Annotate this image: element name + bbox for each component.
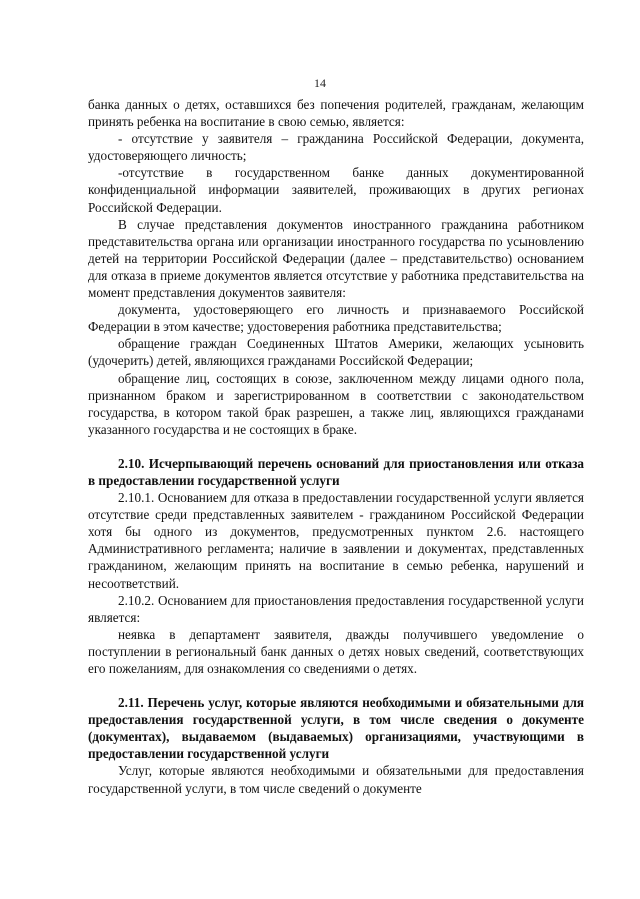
paragraph: обращение граждан Соединенных Штатов Америки, желающих усыновить (удочерить) детей, являющихся гражданами Российской Федерации; [88, 336, 584, 369]
paragraph: - отсутствие у заявителя – гражданина Российской Федерации, документа, удостоверяющего личность; [88, 131, 584, 164]
paragraph: 2.10.2. Основанием для приостановления предоставления государственной услуги является: [88, 592, 584, 625]
section-heading-2-10: 2.10. Исчерпывающий перечень оснований для приостановления или отказа в предоставлении государственной услуги [88, 455, 584, 488]
paragraph: 2.10.1. Основанием для отказа в предоставлении государственной услуги является отсутствие среди представленных заявителем - гражданином Российской Федерации хотя бы одного из документов, предусмотренных пунктом 2.6. настоящего Административного регламента; наличие в заявлении и документах, представленных гражданином, желающим принять на воспитание в семью ребенка, нарушений и несоответствий. [88, 490, 584, 591]
document-body [88, 96, 584, 797]
paragraph: Услуг, которые являются необходимыми и обязательными для предоставления государственной услуги, в том числе сведений о документе [88, 763, 584, 796]
paragraph: В случае представления документов иностранного гражданина работником представительства органа или организации иностранного государства по усыновлению детей на территории Российской Федерации (далее – представительство) основанием для отказа в приеме документов является отсутствие у работника представительства на момент представления документов заявителя: [88, 216, 584, 301]
paragraph: неявка в департамент заявителя, дважды получившего уведомление о поступлении в региональный банк данных о детях новых сведений, соответствующих его пожеланиям, для ознакомления со сведениями о детях. [88, 626, 584, 676]
paragraph: -отсутствие в государственном банке данных документированной конфиденциальной информации заявителей, проживающих в других регионах Российской Федерации. [88, 165, 584, 215]
section-heading-2-11: 2.11. Перечень услуг, которые являются необходимыми и обязательными для предоставления государственной услуги, в том числе сведения о документе (документах), выдаваемом (выдаваемых) организациями, участвующими в предоставлении государственной услуги [88, 695, 584, 762]
paragraph: документа, удостоверяющего его личность и признаваемого Российской Федерации в этом качестве; удостоверения работника представительства; [88, 302, 584, 335]
paragraph: обращение лиц, состоящих в союзе, заключенном между лицами одного пола, признанном браком и зарегистрированном в соответствии с законодательством государства, в котором такой брак разрешен, а также лиц, являющихся гражданами указанного государства и не состоящих в браке. [88, 370, 584, 437]
page-number: 14 [314, 76, 326, 90]
paragraph: банка данных о детях, оставшихся без попечения родителей, гражданам, желающим принять ребенка на воспитание в свою семью, является: [88, 97, 584, 130]
